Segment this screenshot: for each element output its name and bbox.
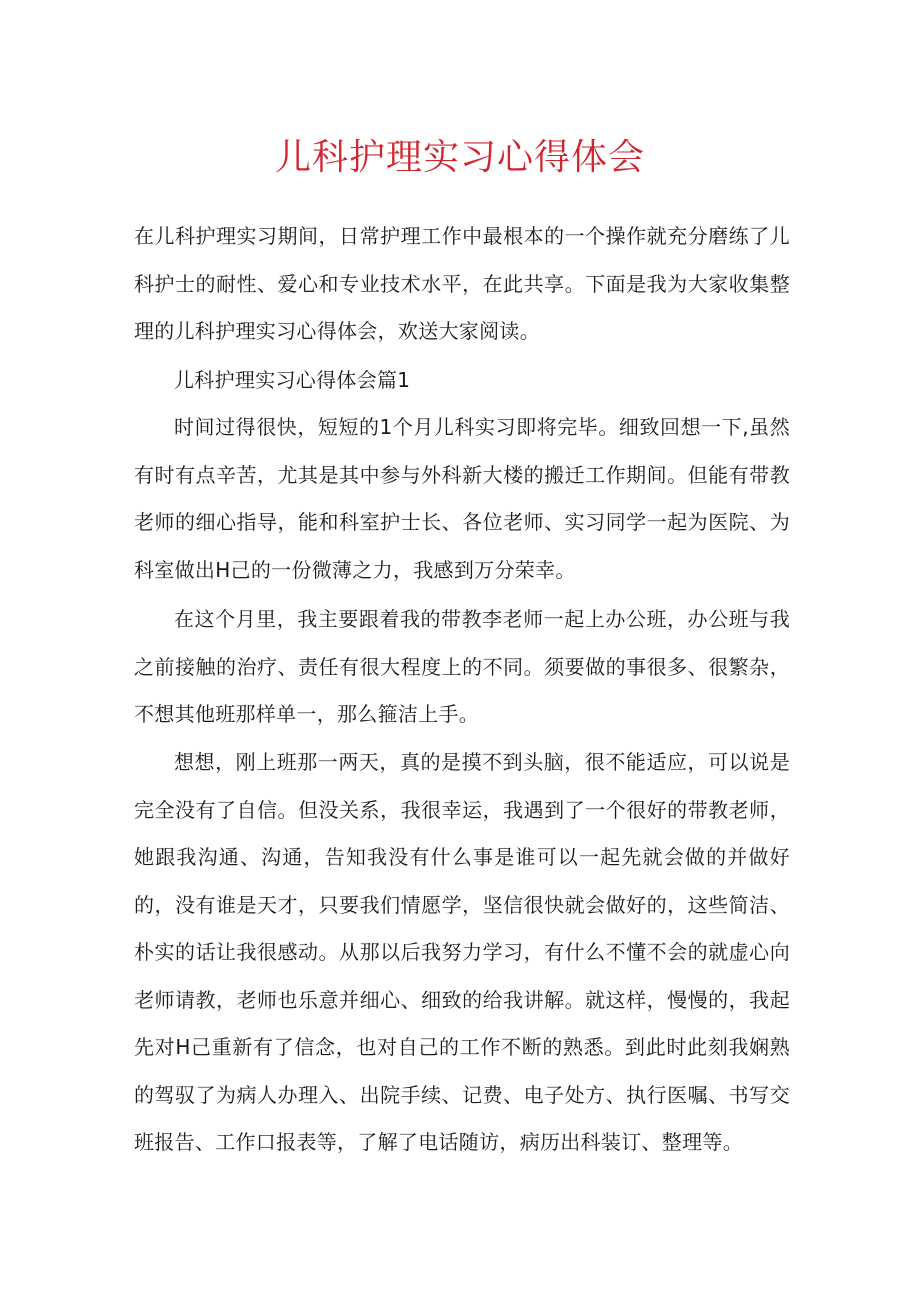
body-paragraph-3: 想想，刚上班那一两天，真的是摸不到头脑，很不能适应，可以说是完全没有了自信。但没关系，我很幸运，我遇到了一个很好的带教老师，她跟我沟通、沟通，告知我没有什么事是谁可以一起先就会做的并做好的，没有谁是天才，只要我们情愿学，坚信很快就会做好的，这些简洁、朴实的话让我很感动。从那以后我努力学习，有什么不懂不会的就虚心向老师请教，老师也乐意并细心、细致的给我讲解。就这样，慢慢的，我起先对H己重新有了信念，也对自己的工作不断的熟悉。到此时此刻我娴熟的驾驭了为病人办理入、出院手续、记费、电子处方、执行医嘱、书写交班报告、工作口报表等，了解了电话随访，病历出科装订、整理等。 [134,750,790,1154]
body-paragraph-2: 在这个月里，我主要跟着我的带教李老师一起上办公班，办公班与我之前接触的治疗、责任有很大程度上的不同。须要做的事很多、很繁杂，不想其他班那样单一，那么箍洁上手。 [134,607,790,726]
document-title: 儿科护理实习心得体会 [274,137,645,178]
intro-paragraph: 在儿科护理实习期间，日常护理工作中最根本的一个操作就充分磨练了儿科护士的耐性、爱心和专业技术水平，在此共享。下面是我为大家收集整理的儿科护理实习心得体会，欢送大家阅读。 [134,224,790,343]
body-paragraph-1: 时间过得很快，短短的1个月儿科实习即将完毕。细致回想一下,虽然有时有点辛苦，尤其是其中参与外科新大楼的搬迁工作期间。但能有带教老师的细心指导，能和科室护士长、各位老师、实习同学一起为医院、为科室做出H己的一份微薄之力，我感到万分荣幸。 [134,415,790,582]
section-heading: 儿科护理实习心得体会篇1 [174,368,411,392]
